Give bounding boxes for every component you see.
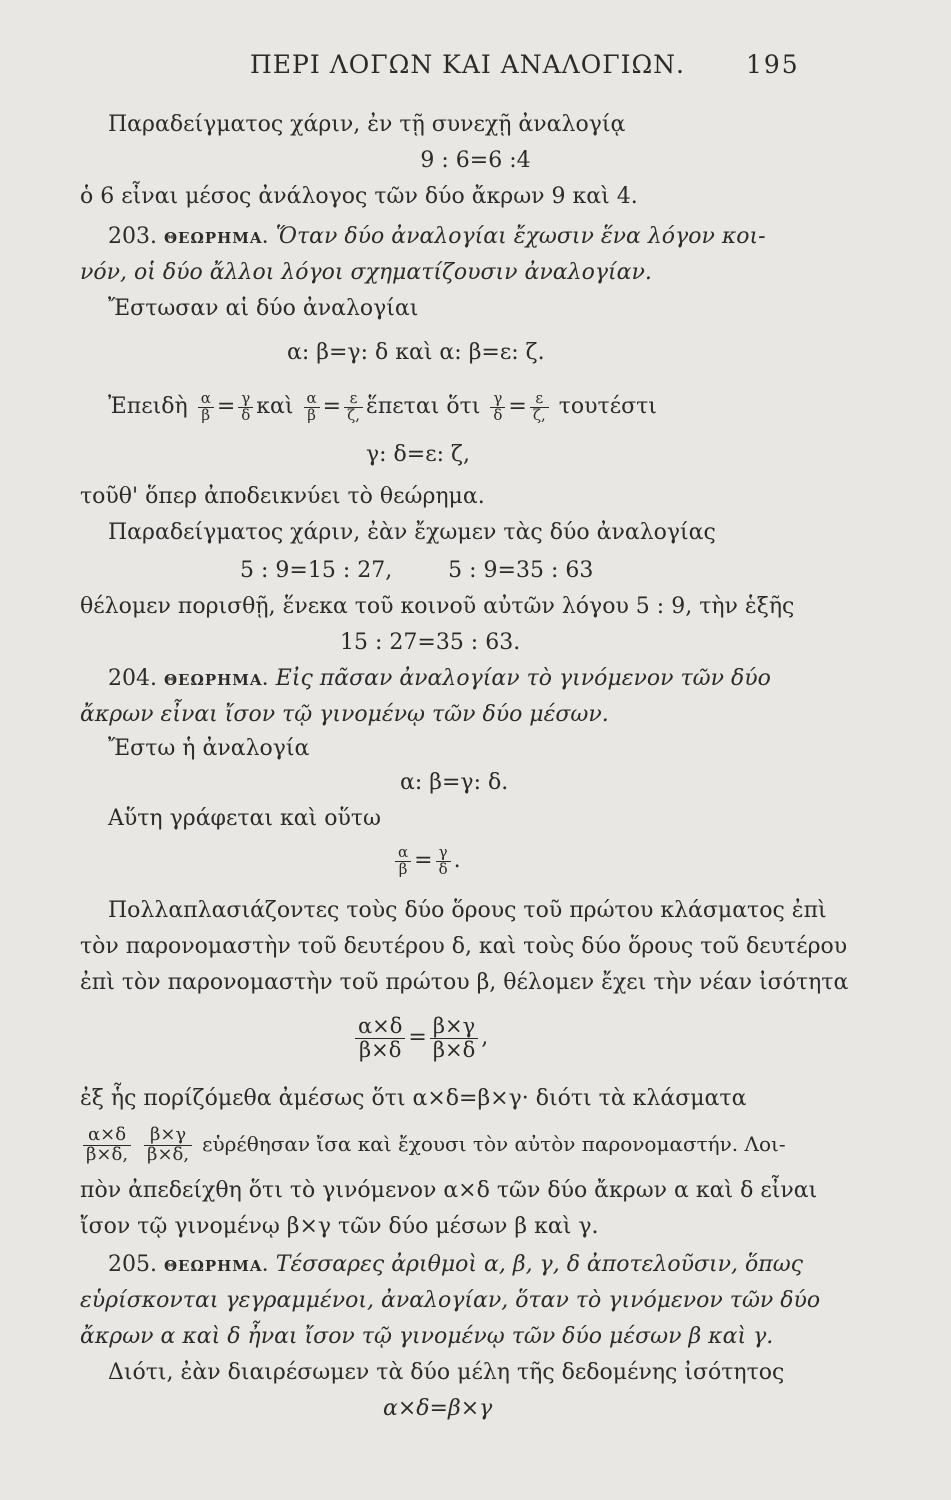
text-line-3: ὁ 6 εἶναι μέσος ἀνάλογος τῶν δύο ἄκρων 9 καὶ 4. — [80, 184, 638, 209]
text-line-11: Παραδείγματος χάριν, ἐὰν ἔχωμεν τὰς δύο ἀναλογίας — [108, 520, 716, 545]
equals-sign: = — [216, 394, 236, 419]
text-line-17: Ἔστω ἡ ἀναλογία — [108, 736, 310, 761]
text-segment: Ἐπειδὴ — [108, 394, 188, 419]
period: . — [453, 848, 461, 873]
theorem-number: 205. — [108, 1252, 157, 1277]
fraction: $\frac{\alpha}{\beta}$ — [198, 391, 214, 424]
fraction: $\frac{\beta\times\gamma}{\beta\times\delta}$ — [430, 1015, 478, 1060]
text-line-32: Διότι, ἐὰν διαιρέσωμεν τὰ δύο μέλη τῆς δεδομένης ἰσότητος — [108, 1360, 785, 1385]
text-line-21: Πολλαπλασιάζοντες τοὺς δύο ὅρους τοῦ πρώτου κλάσματος ἐπὶ — [108, 898, 827, 923]
equals-sign: = — [322, 394, 342, 419]
formula-line-2: 9 : 6=6 :4 — [420, 148, 531, 173]
text-line-13: θέλομεν πορισθῇ, ἕνεκα τοῦ κοινοῦ αὐτῶν λόγου 5 : 9, τὴν ἑξῆς — [80, 594, 795, 619]
fraction: $\frac{\varepsilon}{\zeta,}$ — [344, 391, 363, 424]
text-line-16: ἄκρων εἶναι ἴσον τῷ γινομένῳ τῶν δύο μέσων. — [80, 702, 609, 727]
page-header — [0, 50, 951, 84]
text-line-19: Αὕτη γράφεται καὶ οὕτω — [108, 806, 381, 831]
text-line-23: ἐπὶ τὸν παρονομαστὴν τοῦ πρώτου β, θέλομεν ἔχει τὴν νέαν ἰσότητα — [80, 970, 849, 995]
text-line-27: πὸν ἀπεδείχθη ὅτι τὸ γινόμενον α×δ τῶν δύο ἄκρων α καὶ δ εἶναι — [80, 1178, 818, 1203]
text-line-22: τὸν παρονομαστὴν τοῦ δευτέρου δ, καὶ τοὺς δύο ὅρους τοῦ δευτέρου — [80, 934, 848, 959]
text-line-31: ἄκρων α καὶ δ ἦναι ἴσον τῷ γινομένῳ τῶν δύο μέσων β καὶ γ. — [80, 1324, 774, 1349]
fraction: $\frac{\gamma}{\delta}$ — [238, 391, 253, 424]
theorem-204-line — [108, 664, 771, 695]
theorem-statement: Τέσσαρες ἀριθμοὶ α, β, γ, δ ἀποτελοῦσιν, ὅπως — [275, 1252, 804, 1277]
text-line-1: Παραδείγματος χάριν, ἐν τῇ συνεχῇ ἀναλογίᾳ — [108, 112, 626, 137]
formula-line-7: α: β=γ: δ καὶ α: β=ε: ζ. — [287, 340, 545, 365]
theorem-label: ΘΕΩΡΗΜΑ. — [163, 671, 269, 689]
fraction-line-8 — [108, 380, 657, 434]
running-title: ΠΕΡΙ ΛΟΓΩΝ ΚΑΙ ΑΝΑΛΟΓΙΩΝ. — [250, 50, 685, 79]
formula-line-33: α×δ=β×γ — [383, 1396, 493, 1421]
fraction: $\frac{\beta\times\gamma}{\beta\times\delta,}$ — [144, 1126, 192, 1165]
theorem-statement: Εἰς πᾶσαν ἀναλογίαν τὸ γινόμενον τῶν δύο — [275, 666, 771, 691]
comma: , — [481, 1025, 489, 1050]
theorem-203-line — [108, 222, 766, 253]
formula-line-9: γ: δ=ε: ζ, — [366, 442, 470, 467]
fraction: $\frac{\varepsilon}{\zeta,}$ — [530, 391, 549, 424]
text-line-6: Ἔστωσαν αἱ δύο ἀναλογίαι — [108, 296, 419, 321]
text-segment: τουτέστι — [558, 394, 657, 419]
theorem-label: ΘΕΩΡΗΜΑ. — [163, 1257, 269, 1275]
equals-sign: = — [414, 848, 433, 873]
fraction: $\frac{\gamma}{\delta}$ — [436, 845, 451, 878]
text-segment: ἕπεται ὅτι — [366, 394, 481, 419]
fraction-line-20 — [392, 834, 461, 888]
page-number: 195 — [746, 50, 800, 79]
theorem-label: ΘΕΩΡΗΜΑ. — [163, 229, 269, 247]
fraction: $\frac{\alpha\times\delta}{\beta\times\delta,}$ — [83, 1126, 131, 1165]
fraction: $\frac{\alpha}{\beta}$ — [304, 391, 320, 424]
fraction: $\frac{\gamma}{\delta}$ — [490, 391, 505, 424]
text-segment: εὑρέθησαν ἴσα καὶ ἔχουσι τὸν αὐτὸν παρονομαστήν. Λοι- — [202, 1132, 786, 1156]
text-segment: καὶ — [256, 394, 294, 419]
fraction: $\frac{\alpha\times\delta}{\beta\times\delta}$ — [355, 1015, 405, 1060]
text-line-28: ἴσον τῷ γινομένῳ β×γ τῶν δύο μέσων β καὶ γ. — [80, 1214, 599, 1239]
formula-line-12: 5 : 9=15 : 27, 5 : 9=35 : 63 — [240, 558, 594, 583]
theorem-number: 203. — [108, 224, 157, 249]
formula-line-18: α: β=γ: δ. — [400, 770, 509, 795]
fraction-line-24 — [352, 1006, 488, 1070]
theorem-number: 204. — [108, 666, 157, 691]
text-line-25: ἐξ ἧς πορίζόμεθα ἀμέσως ὅτι α×δ=β×γ· διότι τὰ κλάσματα — [80, 1086, 747, 1111]
text-line-30: εὑρίσκονται γεγραμμένοι, ἀναλογίαν, ὅταν τὸ γινόμενον τῶν δύο — [80, 1288, 821, 1313]
fraction-line-26 — [80, 1116, 786, 1172]
equals-sign: = — [508, 394, 527, 419]
theorem-205-line — [108, 1250, 803, 1281]
fraction: $\frac{\alpha}{\beta}$ — [395, 845, 411, 878]
text-line-5: νόν, οἱ δύο ἄλλοι λόγοι σχηματίζουσιν ἀναλογίαν. — [80, 260, 652, 285]
formula-line-14: 15 : 27=35 : 63. — [340, 630, 521, 655]
equals-sign: = — [408, 1025, 427, 1050]
text-line-10: τοῦθ' ὅπερ ἀποδεικνύει τὸ θεώρημα. — [80, 484, 485, 509]
theorem-statement: Ὅταν δύο ἀναλογίαι ἔχωσιν ἕνα λόγον κοι- — [275, 224, 766, 249]
